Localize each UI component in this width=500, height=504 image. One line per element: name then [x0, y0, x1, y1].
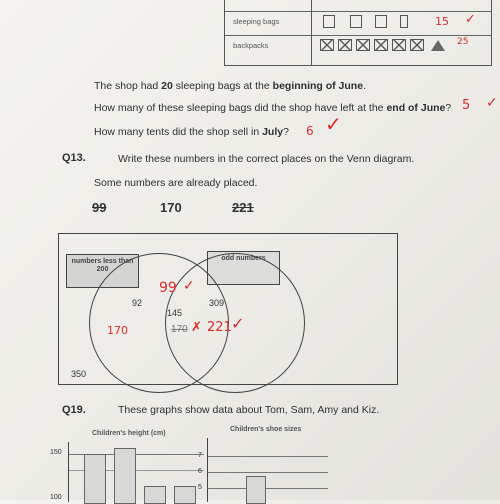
backpack-icon [392, 39, 406, 51]
bar [144, 486, 166, 504]
question-number: Q19. [62, 404, 86, 416]
tick-mark: ✓ [486, 95, 498, 111]
chart-title: Children's shoe sizes [230, 426, 302, 433]
given-number: 221 [232, 200, 254, 215]
row-label: sleeping bags [233, 17, 280, 26]
table-row [225, 11, 491, 28]
outside-number: 350 [71, 369, 87, 379]
question-number: Q13. [62, 152, 86, 164]
tick-mark: ✓ [231, 314, 245, 333]
intersection-number: 145 [167, 308, 183, 318]
half-backpack-icon [431, 40, 445, 51]
written-intersection: 99 [159, 280, 177, 296]
venn-diagram [58, 233, 398, 385]
shoe-size-chart [207, 438, 328, 502]
backpack-icon [410, 39, 424, 51]
q19-instruction: These graphs show data about Tom, Sam, Amy and Kiz. [118, 404, 380, 416]
left-set-label: numbers less than 200 [66, 254, 139, 288]
sleeping-bag-icon [323, 15, 335, 28]
right-only-number: 309 [209, 298, 225, 308]
tick-label: 5 [198, 484, 202, 491]
gridline [208, 488, 328, 489]
q13-note: Some numbers are already placed. [94, 177, 258, 189]
backpack-icon [374, 39, 388, 51]
tick-mark: ✓ [183, 278, 195, 294]
backpack-icon [356, 39, 370, 51]
backpack-icon [338, 39, 352, 51]
q12-intro: The shop had 20 sleeping bags at the beginning of June. [94, 80, 366, 92]
tick-label: 100 [50, 494, 62, 501]
given-number: 170 [160, 200, 182, 215]
tick-mark: ✓ [465, 12, 476, 27]
given-number: 99 [92, 200, 107, 215]
pictogram-table [224, 0, 492, 66]
tick-mark: ✓ [325, 112, 342, 136]
pictogram-tally: 15 [435, 15, 449, 28]
gridline [208, 472, 328, 473]
sleeping-bag-icon [350, 15, 362, 28]
pictogram-tally: 25 [457, 37, 469, 47]
q12-question-a: How many of these sleeping bags did the shop have left at the end of June? [94, 102, 452, 114]
right-set-label: odd numbers [207, 251, 280, 285]
written-right: 221 [207, 320, 232, 335]
left-only-number: 92 [132, 298, 143, 308]
bar [84, 454, 106, 504]
answer-a: 5 [462, 98, 471, 113]
bar [174, 486, 196, 504]
table-row [225, 35, 491, 50]
sleeping-bag-icon [375, 15, 387, 28]
backpack-icon [320, 39, 334, 51]
table-divider [311, 0, 312, 65]
chart-title: Children's height (cm) [92, 430, 166, 437]
height-chart [68, 442, 204, 502]
q13-instruction: Write these numbers in the correct places on the Venn diagram. [118, 153, 415, 165]
half-sleeping-bag-icon [400, 15, 408, 28]
bar [114, 448, 136, 504]
crossed-out-number: 170 [171, 324, 188, 335]
cross-mark: ✗ [191, 320, 202, 335]
answer-b: 6 [306, 124, 314, 138]
row-label: backpacks [233, 41, 269, 50]
q12-question-b: How many tents did the shop sell in July? [94, 126, 289, 138]
tick-label: 150 [50, 449, 62, 456]
tick-label: 6 [198, 468, 202, 475]
tick-label: 7 [198, 452, 202, 459]
written-left: 170 [107, 324, 128, 337]
gridline [208, 456, 328, 457]
